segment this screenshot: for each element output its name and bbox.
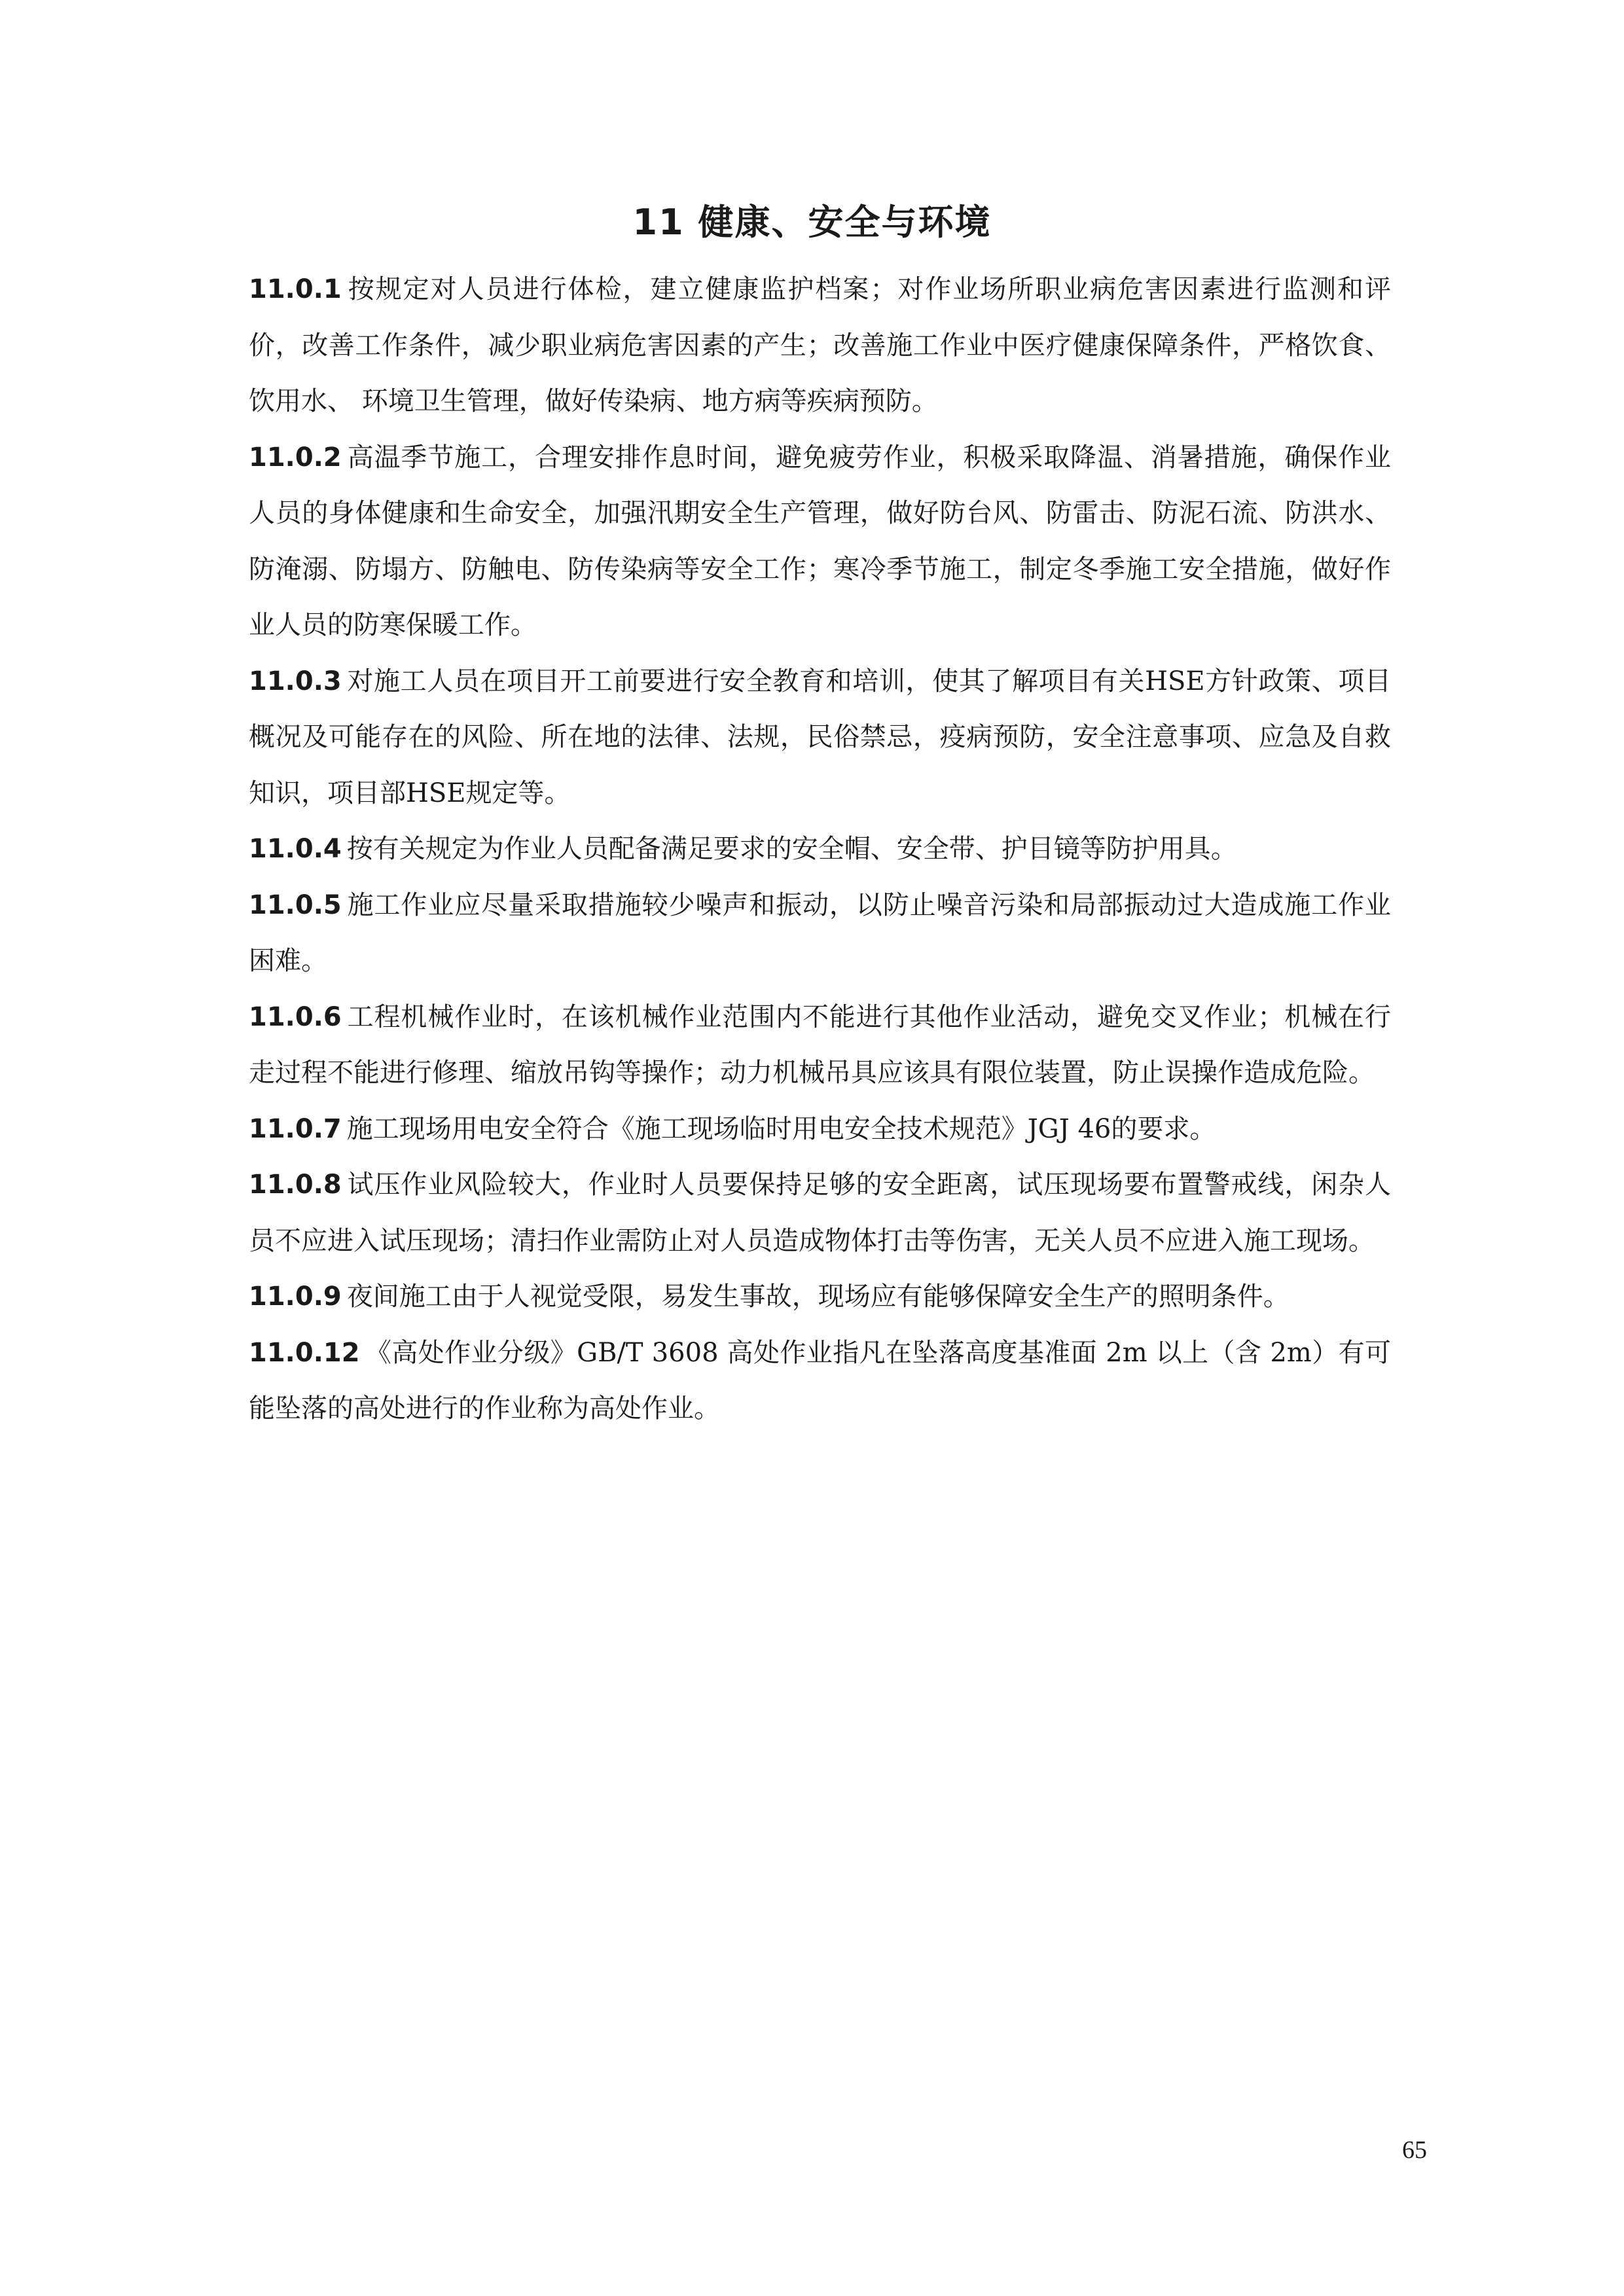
clause-text: 按有关规定为作业人员配备满足要求的安全帽、安全带、护目镜等防护用具。: [346, 834, 1237, 864]
clause-text: 施工作业应尽量采取措施较少噪声和振动，以防止噪音污染和局部振动过大造成施工作业困难。: [249, 889, 1391, 976]
clause-11-0-8: [249, 1157, 1391, 1269]
clause-number: 11.0.3: [249, 666, 342, 696]
clause-text: 高温季节施工，合理安排作息时间，避免疲劳作业，积极采取降温、消暑措施，确保作业人员的身体健康和生命安全，加强汛期安全生产管理，做好防台风、防雷击、防泥石流、防洪水、防淹溺、防塌方、防触电、防传染病等安全工作；寒冷季节施工，制定冬季施工安全措施，做好作业人员的防寒保暖工作。: [249, 442, 1391, 640]
clause-list: [249, 262, 1391, 1437]
clause-11-0-9: [249, 1269, 1391, 1325]
clause-text: 《高处作业分级》GB/T 3608 高处作业指凡在坠落高度基准面 2m 以上（含 2m）有可能坠落的高处进行的作业称为高处作业。: [249, 1337, 1391, 1424]
clause-11-0-1: [249, 262, 1391, 430]
clause-11-0-5: [249, 878, 1391, 990]
clause-11-0-3: [249, 654, 1391, 822]
clause-11-0-2: [249, 430, 1391, 654]
clause-11-0-12: [249, 1325, 1391, 1437]
page-number: 65: [1402, 2136, 1427, 2164]
clause-number: 11.0.4: [249, 834, 342, 864]
clause-11-0-6: [249, 990, 1391, 1102]
page-title: 11 健康、安全与环境: [632, 202, 992, 243]
clause-number: 11.0.6: [249, 1001, 342, 1032]
clause-number: 11.0.12: [249, 1337, 360, 1368]
clause-text: 对施工人员在项目开工前要进行安全教育和培训，使其了解项目有关HSE方针政策、项目概况及可能存在的风险、所在地的法律、法规，民俗禁忌，疫病预防，安全注意事项、应急及自救知识，项目部HSE规定等。: [249, 666, 1391, 808]
clause-text: 施工现场用电安全符合《施工现场临时用电安全技术规范》JGJ 46的要求。: [346, 1113, 1216, 1144]
clause-number: 11.0.8: [249, 1170, 342, 1200]
clause-text: 工程机械作业时，在该机械作业范围内不能进行其他作业活动，避免交叉作业；机械在行走过程不能进行修理、缩放吊钩等操作；动力机械吊具应该具有限位装置，防止误操作造成危险。: [249, 1001, 1391, 1088]
clause-number: 11.0.5: [249, 889, 342, 920]
clause-number: 11.0.9: [249, 1282, 342, 1312]
clause-number: 11.0.7: [249, 1113, 342, 1144]
clause-number: 11.0.1: [249, 274, 342, 304]
clause-11-0-4: [249, 821, 1391, 878]
clause-text: 试压作业风险较大，作业时人员要保持足够的安全距离，试压现场要布置警戒线，闲杂人员不应进入试压现场；清扫作业需防止对人员造成物体打击等伤害，无关人员不应进入施工现场。: [249, 1170, 1391, 1256]
clause-text: 按规定对人员进行体检，建立健康监护档案；对作业场所职业病危害因素进行监测和评价，改善工作条件，减少职业病危害因素的产生；改善施工作业中医疗健康保障条件，严格饮食、饮用水、 环境卫生管理，做好传染病、地方病等疾病预防。: [249, 274, 1391, 416]
clause-11-0-7: [249, 1102, 1391, 1158]
clause-text: 夜间施工由于人视觉受限，易发生事故，现场应有能够保障安全生产的照明条件。: [346, 1282, 1290, 1312]
clause-number: 11.0.2: [249, 442, 342, 473]
